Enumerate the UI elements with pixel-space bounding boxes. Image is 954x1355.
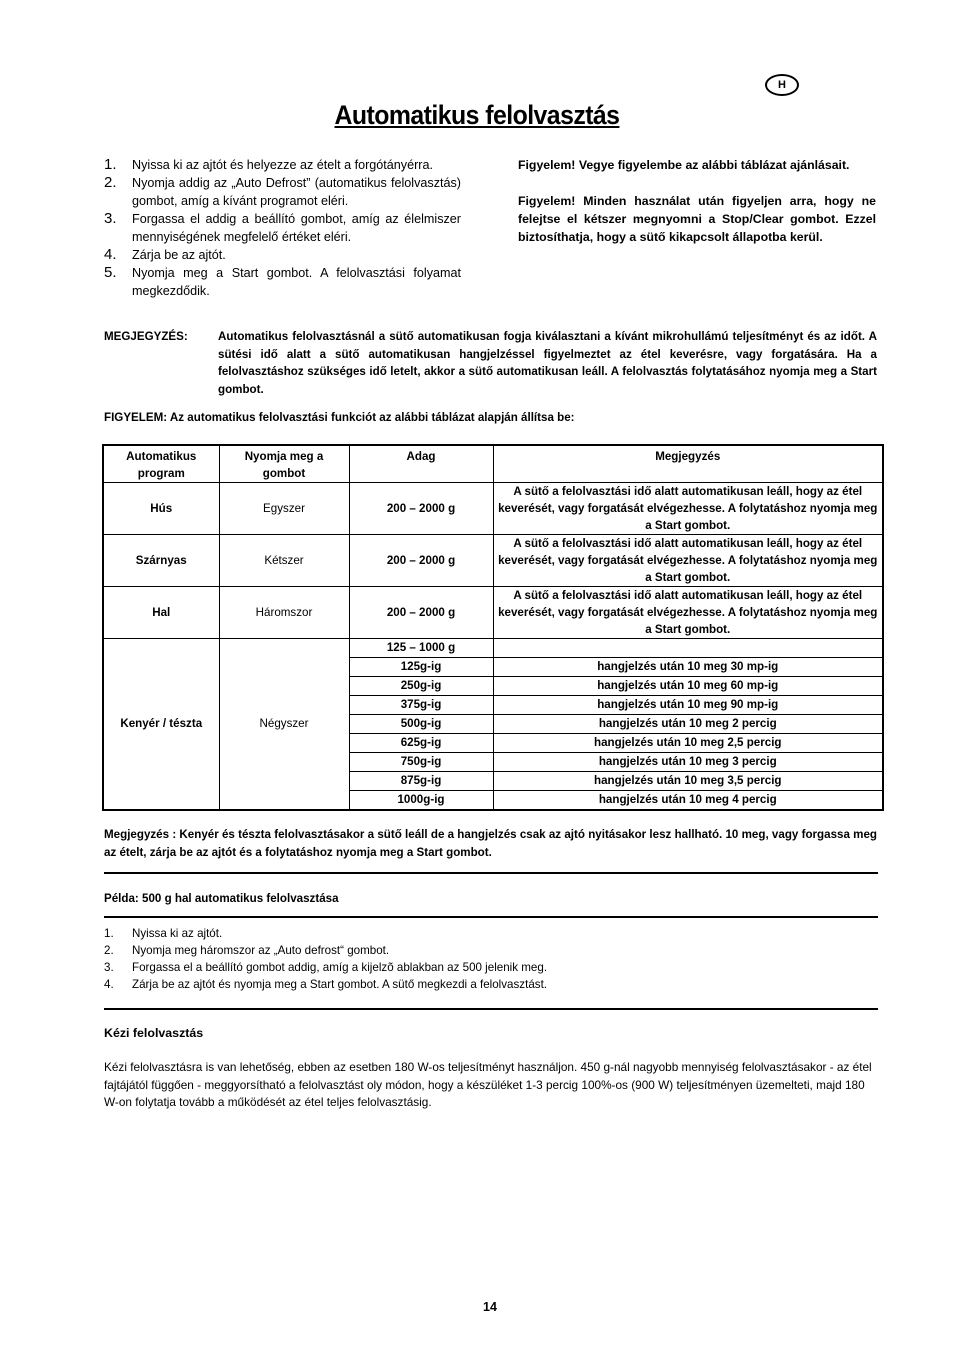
- amount-cell: 250g-ig: [349, 677, 493, 696]
- note-label: MEGJEGYZÉS:: [104, 330, 188, 343]
- amount-cell: 1000g-ig: [349, 791, 493, 811]
- example-steps: [104, 925, 877, 993]
- amount-cell: 200 – 2000 g: [349, 535, 493, 587]
- note-cell: hangjelzés után 10 meg 2 percig: [493, 715, 883, 734]
- page-title: Automatikus felolvasztás: [334, 100, 620, 130]
- instruction-list: [104, 156, 461, 300]
- note-cell: A sütő a felolvasztási idő alatt automatikusan leáll, hogy az étel keverését, vagy forgatását elvégezhesse. A folytatáshoz nyomja meg a Start gombot.: [493, 587, 883, 639]
- press-cell: Kétszer: [219, 535, 349, 587]
- attention-line: FIGYELEM: Az automatikus felolvasztási funkciót az alábbi táblázat alapján állítsa be:: [104, 411, 575, 424]
- step-text: Forgassa el addig a beállító gombot, amíg az élelmiszer mennyiségének megfelelő értéket eléri.: [132, 212, 461, 244]
- divider: [104, 872, 878, 874]
- manual-defrost-title: Kézi felolvasztás: [104, 1026, 204, 1040]
- note-cell: hangjelzés után 10 meg 3 percig: [493, 753, 883, 772]
- step-number: 5.: [104, 264, 117, 281]
- step-text: Nyomja meg a Start gombot. A felolvasztási folyamat megkezdődik.: [132, 266, 461, 298]
- step-text: Zárja be az ajtót.: [132, 248, 226, 262]
- list-item: [104, 246, 461, 264]
- note-bread: Megjegyzés : Kenyér és tészta felolvasztásakor a sütő leáll de a hangjelzés csak az ajtó nyitásakor lesz hallható. 10 meg, vagy forgassa meg az ételt, zárja be az ajtót és a folytatáshoz nyomja meg a Start gombot.: [104, 828, 877, 859]
- defrost-table: [102, 444, 884, 811]
- divider: [104, 916, 878, 918]
- program-cell: Szárnyas: [103, 535, 219, 587]
- step-text: Nyomja addig az „Auto Defrost” (automatikus felolvasztás) gombot, amíg a kívánt programot eléri.: [132, 176, 461, 208]
- list-item: [104, 942, 877, 959]
- program-cell: Hal: [103, 587, 219, 639]
- amount-cell: 125 – 1000 g: [349, 639, 493, 658]
- step-number: 1.: [104, 156, 117, 173]
- press-cell: Négyszer: [219, 639, 349, 811]
- table-header-row: [103, 445, 883, 483]
- amount-cell: 875g-ig: [349, 772, 493, 791]
- note-cell: A sütő a felolvasztási idő alatt automatikusan leáll, hogy az étel keverését, vagy forgatását elvégezhesse. A folytatáshoz nyomja meg a Start gombot.: [493, 483, 883, 535]
- example-title: Példa: 500 g hal automatikus felolvasztása: [104, 892, 339, 905]
- table-row: [103, 483, 883, 535]
- note-cell: hangjelzés után 10 meg 30 mp-ig: [493, 658, 883, 677]
- program-cell: Kenyér / tészta: [103, 639, 219, 811]
- column-header: Automatikus program: [103, 445, 219, 483]
- list-item: [104, 174, 461, 210]
- note-automatic: [104, 328, 877, 398]
- list-item: [104, 210, 461, 246]
- amount-cell: 200 – 2000 g: [349, 483, 493, 535]
- step-text: Forgassa el a beállító gombot addig, amíg a kijelzõ ablakban az 500 jelenik meg.: [132, 961, 548, 974]
- step-number: 2.: [104, 944, 114, 957]
- step-number: 4.: [104, 246, 117, 263]
- note-text: Automatikus felolvasztásnál a sütő automatikusan fogja kiválasztani a kívánt mikrohullámú teljesítményt és az időt. A sütési idő alatt a sütő automatikusan hangjelzéssel figyelmeztet az étel keverésre, vagy forgatására. Ha a felolvasztáshoz szükséges idő letelt, akkor a sütő automatikusan leáll. A felolvasztás folytatásához nyomja meg a Start gombot.: [218, 330, 877, 396]
- list-item: [104, 925, 877, 942]
- list-item: [104, 976, 877, 993]
- amount-cell: 375g-ig: [349, 696, 493, 715]
- warning-table-note: Figyelem! Vegye figyelembe az alábbi táblázat ajánlásait.: [518, 158, 850, 172]
- step-number: 2.: [104, 174, 117, 191]
- warning-stop-clear: Figyelem! Minden használat után figyeljen arra, hogy ne felejtse el kétszer megnyomni a Stop/Clear gombot. Ezzel biztosíthatja, hogy a sütő kikapcsolt állapotba kerül.: [518, 194, 876, 244]
- step-text: Nyomja meg háromszor az „Auto defrost“ gombot.: [132, 944, 390, 957]
- amount-cell: 625g-ig: [349, 734, 493, 753]
- step-text: Zárja be az ajtót és nyomja meg a Start gombot. A sütő megkezdi a felolvasztást.: [132, 978, 548, 991]
- list-item: [104, 264, 461, 300]
- step-text: Nyissa ki az ajtót.: [132, 927, 223, 940]
- press-cell: Háromszor: [219, 587, 349, 639]
- column-header: Megjegyzés: [493, 445, 883, 483]
- step-number: 3.: [104, 961, 114, 974]
- note-cell: hangjelzés után 10 meg 90 mp-ig: [493, 696, 883, 715]
- manual-defrost-text: Kézi felolvasztásra is van lehetőség, ebben az esetben 180 W-os teljesítményt használjon. 450 g-nál nagyobb mennyiség felolvasztásakor - az étel fajtájától függően - meggyorsítható a felolvasztást oly módon, hogy a készüléket 1-3 percig 100%-os (900 W) teljesítményen üzemelteti, majd 180 W-on folytatja tovább a működését az étel teljes felolvasztásig.: [104, 1060, 872, 1109]
- list-item: [104, 156, 461, 174]
- table-row: [103, 639, 883, 658]
- step-text: Nyissa ki az ajtót és helyezze az ételt a forgótányérra.: [132, 158, 433, 172]
- amount-cell: 200 – 2000 g: [349, 587, 493, 639]
- press-cell: Egyszer: [219, 483, 349, 535]
- language-badge: H: [765, 74, 799, 96]
- column-header: Adag: [349, 445, 493, 483]
- program-cell: Hús: [103, 483, 219, 535]
- list-item: [104, 959, 877, 976]
- table-row: [103, 535, 883, 587]
- amount-cell: 125g-ig: [349, 658, 493, 677]
- note-cell: A sütő a felolvasztási idő alatt automatikusan leáll, hogy az étel keverését, vagy forgatását elvégezhesse. A folytatáshoz nyomja meg a Start gombot.: [493, 535, 883, 587]
- table-row: [103, 587, 883, 639]
- note-cell: [493, 639, 883, 658]
- step-number: 1.: [104, 927, 114, 940]
- note-cell: hangjelzés után 10 meg 4 percig: [493, 791, 883, 811]
- note-cell: hangjelzés után 10 meg 2,5 percig: [493, 734, 883, 753]
- page-number: 14: [483, 1300, 497, 1314]
- step-number: 4.: [104, 978, 114, 991]
- amount-cell: 500g-ig: [349, 715, 493, 734]
- divider: [104, 1008, 878, 1010]
- step-number: 3.: [104, 210, 117, 227]
- note-cell: hangjelzés után 10 meg 3,5 percig: [493, 772, 883, 791]
- amount-cell: 750g-ig: [349, 753, 493, 772]
- column-header: Nyomja meg a gombot: [219, 445, 349, 483]
- note-cell: hangjelzés után 10 meg 60 mp-ig: [493, 677, 883, 696]
